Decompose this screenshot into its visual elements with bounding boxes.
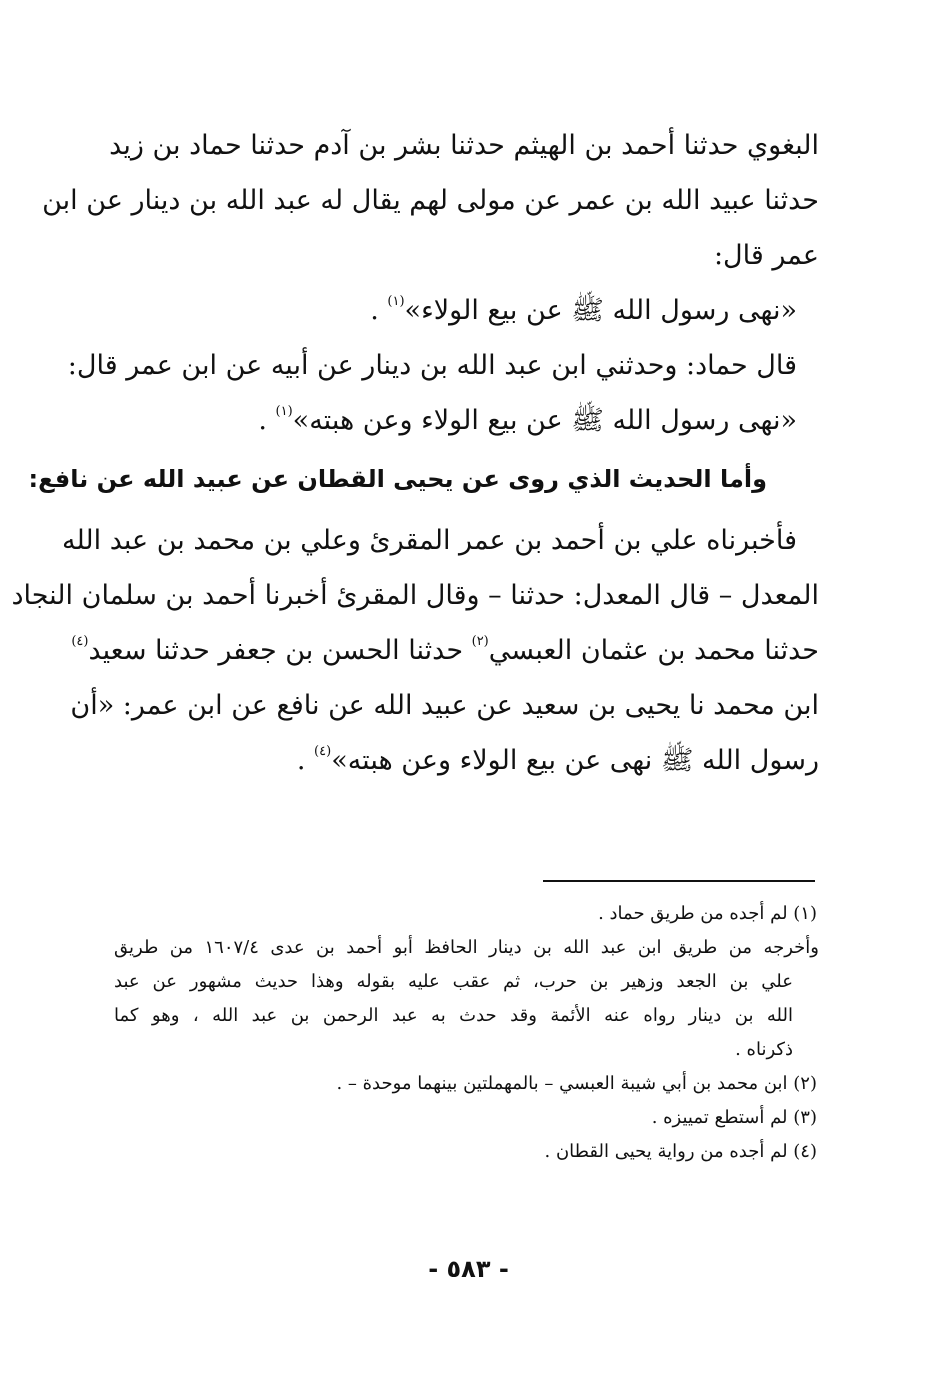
- text-line: البغوي حدثنا أحمد بن الهيثم حدثنا بشر بن آدم حدثنا حماد بن زيد: [109, 130, 819, 161]
- footnote-marker: (١): [387, 294, 405, 309]
- hadith-quote: [114, 393, 819, 448]
- footnote-line: علي بن الجعد وزهير بن حرب، ثم عقب عليه بقوله وهذا حديث مشهور عن عبد: [114, 971, 793, 992]
- footnote-line: الله بن دينار رواه عنه الأئمة وقد حدث به عبد الرحمن بن عبد الله ، وهو كما: [114, 1005, 793, 1026]
- text-line: قال حماد: وحدثني ابن عبد الله بن دينار عن أبيه عن ابن عمر قال:: [67, 350, 797, 381]
- text-line: عمر قال:: [713, 240, 819, 271]
- footnote-line: (٤) لم أجده من رواية يحيى القطان .: [544, 1141, 817, 1162]
- text-line: حدثنا عبيد الله بن عمر عن مولى لهم يقال له عبد الله بن دينار عن ابن: [42, 185, 819, 216]
- period: .: [258, 405, 267, 436]
- page-number: - ٥٨٣ -: [428, 1255, 509, 1283]
- footnote-line: ذكرناه .: [735, 1039, 793, 1060]
- section-heading: وأما الحديث الذي روى عن يحيى القطان عن عبيد الله عن نافع:: [28, 465, 767, 493]
- footnote-marker: (٢): [471, 634, 489, 649]
- text-line: [71, 623, 819, 678]
- text-segment: حدثنا محمد بن عثمان العبسي: [488, 635, 819, 666]
- footnote-separator: [543, 880, 815, 882]
- footnote-marker: (١): [275, 404, 293, 419]
- footnotes: [114, 897, 819, 1169]
- text-line: [114, 733, 819, 788]
- text-line: فأخبرناه علي بن أحمد بن عمر المقرئ وعلي بن محمد بن عبد الله: [61, 525, 797, 556]
- text-segment: رسول الله ﷺ نهى عن بيع الولاء وعن هبته»: [331, 745, 819, 776]
- footnote-marker: (٤): [71, 634, 89, 649]
- text-line: ابن محمد نا يحيى بن سعيد عن عبيد الله عن نافع عن ابن عمر: «أن: [70, 690, 819, 721]
- footnote-marker: (٤): [314, 744, 332, 759]
- footnote-line: (٣) لم أستطع تمييزه .: [651, 1107, 817, 1128]
- quote-text: «نهى رسول الله ﷺ عن بيع الولاء وعن هبته»: [292, 405, 797, 436]
- period: .: [296, 745, 306, 776]
- footnote-line: (٢) ابن محمد بن أبي شيبة العبسي – بالمهملتين بينهما موحدة – .: [336, 1073, 817, 1094]
- footnote-line: (١) لم أجده من طريق حماد .: [598, 903, 817, 924]
- text-segment: حدثنا الحسن بن جعفر حدثنا سعيد: [88, 635, 464, 666]
- text-line: المعدل – قال المعدل: حدثنا – وقال المقرئ أخبرنا أحمد بن سلمان النجاد: [11, 580, 819, 611]
- period: .: [370, 295, 379, 326]
- hadith-quote: [114, 283, 819, 338]
- main-text: [11, 118, 819, 788]
- quote-text: «نهى رسول الله ﷺ عن بيع الولاء»: [404, 295, 797, 326]
- footnote-line: وأخرجه من طريق ابن عبد الله بن دينار الحافظ أبو أحمد بن عدى ١٦٠٧/٤ من طريق: [114, 937, 819, 958]
